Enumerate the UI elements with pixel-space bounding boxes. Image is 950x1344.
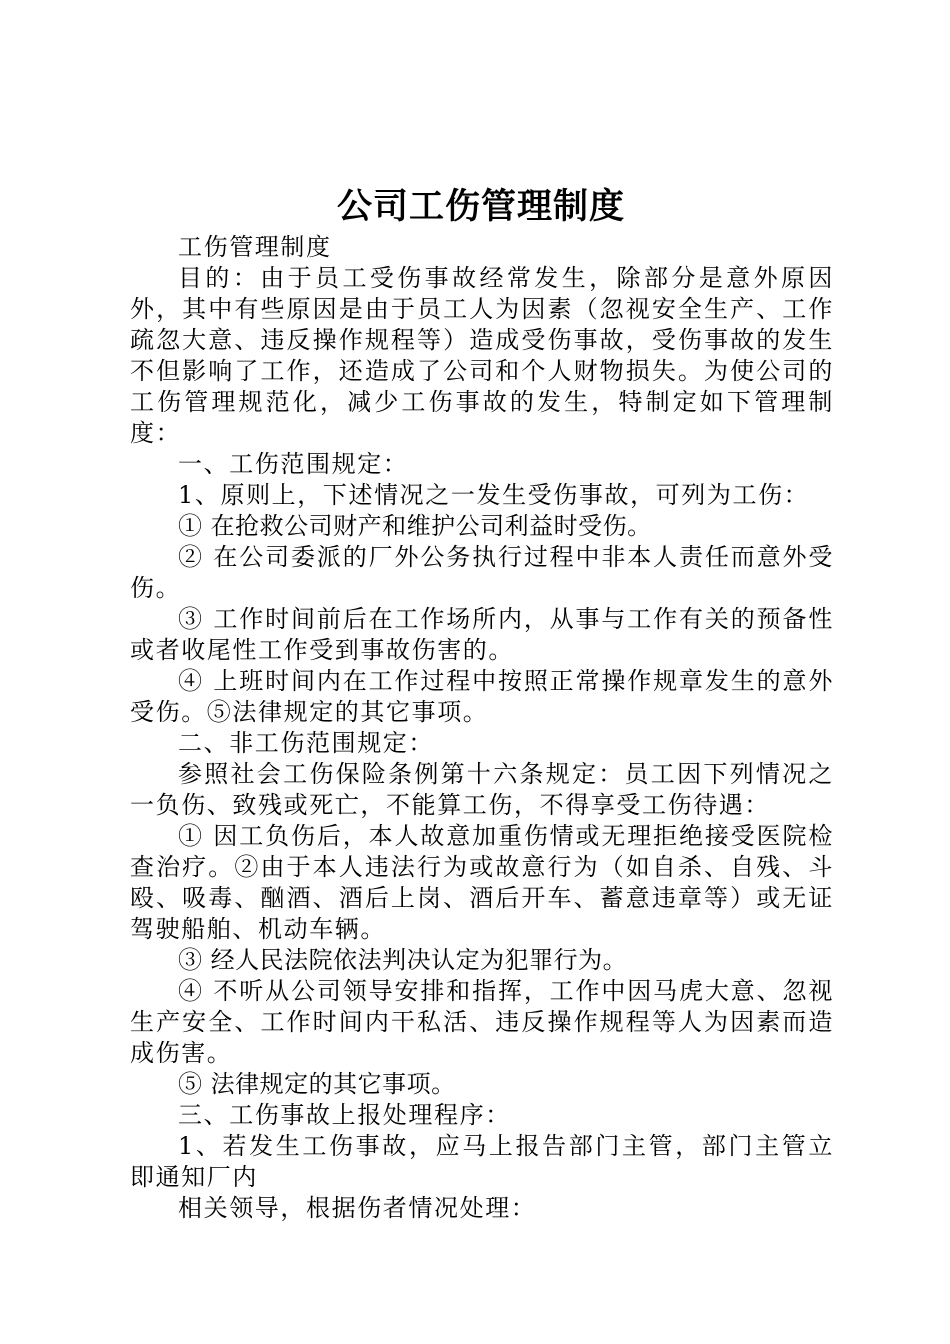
document-title: 公司工伤管理制度 <box>336 186 625 227</box>
document-body <box>130 232 834 1224</box>
paragraph-reporting-step-1: 1、若发生工伤事故，应马上报告部门主管，部门主管立即通知厂内 <box>130 1132 834 1191</box>
list-item-injury-2: ② 在公司委派的厂外公务执行过程中非本人责任而意外受伤。 <box>130 543 834 602</box>
paragraph-reporting-continuation: 相关领导，根据伤者情况处理： <box>178 1194 537 1222</box>
paragraph-reference-regulation: 参照社会工伤保险条例第十六条规定：员工因下列情况之一负伤、致残或死亡，不能算工伤，不得享受工伤待遇： <box>130 760 834 819</box>
paragraph-principle: 1、原则上，下述情况之一发生受伤事故，可列为工伤： <box>178 481 810 509</box>
list-item-injury-3: ③ 工作时间前后在工作场所内，从事与工作有关的预备性或者收尾性工作受到事故伤害的。 <box>130 605 834 664</box>
list-item-non-injury-1-2: ① 因工负伤后，本人故意加重伤情或无理拒绝接受医院检查治疗。②由于本人违法行为或故意行为（如自杀、自残、斗殴、吸毒、酗酒、酒后上岗、酒后开车、蓄意违章等）或无证驾驶船舶、机动车辆。 <box>130 822 834 943</box>
section-heading-reporting-procedure: 三、工伤事故上报处理程序： <box>178 1101 511 1129</box>
paragraph-purpose: 目的：由于员工受伤事故经常发生，除部分是意外原因外，其中有些原因是由于员工人为因素（忽视安全生产、工作疏忽大意、违反操作规程等）造成受伤事故，受伤事故的发生不但影响了工作，还造成了公司和个人财物损失。为使公司的工伤管理规范化，减少工伤事故的发生，特制定如下管理制度： <box>130 264 834 447</box>
list-item-non-injury-5: ⑤ 法律规定的其它事项。 <box>178 1070 456 1098</box>
list-item-non-injury-4: ④ 不听从公司领导安排和指挥，工作中因马虎大意、忽视生产安全、工作时间内干私活、违反操作规程等人为因素而造成伤害。 <box>130 977 834 1067</box>
list-item-non-injury-3: ③ 经人民法院依法判决认定为犯罪行为。 <box>178 946 628 974</box>
list-item-injury-1: ① 在抢救公司财产和维护公司利益时受伤。 <box>178 512 652 540</box>
list-item-injury-4-5: ④ 上班时间内在工作过程中按照正常操作规章发生的意外受伤。⑤法律规定的其它事项。 <box>130 667 834 726</box>
section-heading-injury-scope: 一、工伤范围规定： <box>178 450 409 478</box>
section-heading-non-injury-scope: 二、非工伤范围规定： <box>178 729 434 757</box>
paragraph-subtitle: 工伤管理制度 <box>178 233 332 261</box>
